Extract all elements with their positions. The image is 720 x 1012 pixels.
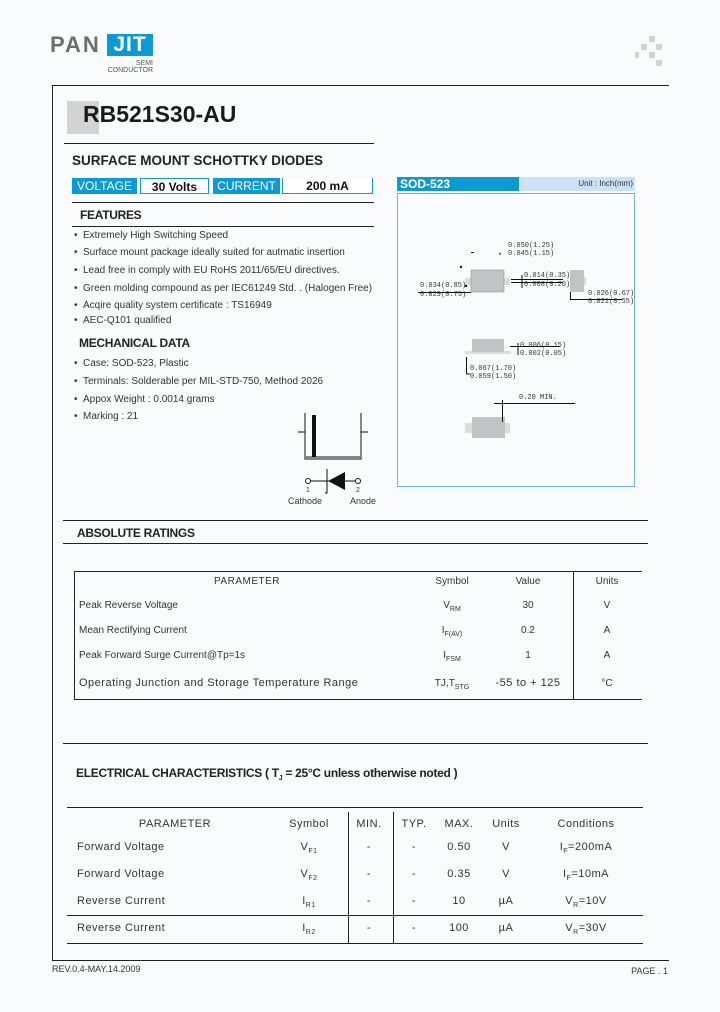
cell-parameter: Mean Rectifying Current xyxy=(79,625,187,636)
table-border xyxy=(393,812,394,943)
cell-symbol: $V_{F2}$ xyxy=(300,868,318,882)
dim-length-max: 0.050(1.25) xyxy=(508,242,555,250)
cell-parameter: Reverse Current xyxy=(77,895,166,907)
page-title: RB521S30-AU xyxy=(83,101,237,127)
cell-units: °C xyxy=(601,678,613,689)
cell-units: µA xyxy=(498,922,514,934)
list-item: • Surface mount package ideally suited for autmatic insertion xyxy=(74,247,345,258)
item-text: Extremely High Switching Speed xyxy=(83,230,229,241)
list-item: • Extremely High Switching Speed xyxy=(74,230,229,241)
pin1-label: 1 xyxy=(306,487,310,494)
cell-units: A xyxy=(603,650,611,661)
list-item: • Acqire quality system certificate : TS16949 xyxy=(74,300,272,311)
package-outline-drawing-icon xyxy=(0,0,720,500)
dim-thick-max: 0.006(0.15) xyxy=(520,342,567,350)
cell-units: µA xyxy=(498,895,514,907)
voltage-label: VOLTAGE xyxy=(72,178,137,194)
pin2-label: 2 xyxy=(356,487,360,494)
item-text: Terminals: Solderable per MIL-STD-750, Method 2026 xyxy=(83,376,324,387)
table-border xyxy=(67,915,643,916)
table-border xyxy=(348,812,349,943)
dim-length-min: 0.045(1.15) xyxy=(508,250,555,258)
cell-min: - xyxy=(366,868,372,880)
dim-pad-min: 0.20 MIN. xyxy=(519,394,557,402)
cell-max: 0.50 xyxy=(447,841,471,853)
cell-parameter: Peak Reverse Voltage xyxy=(79,600,178,611)
cell-parameter: Operating Junction and Storage Temperature Range xyxy=(79,677,359,689)
cell-max: 10 xyxy=(452,895,466,907)
cell-value: 0.2 xyxy=(521,625,535,636)
package-unit: Unit : Inch(mm) xyxy=(519,177,635,191)
dim-width-max: 0.034(0.85) xyxy=(420,282,467,290)
divider xyxy=(63,520,648,521)
list-item: • Terminals: Solderable per MIL-STD-750, Method 2026 xyxy=(74,376,324,387)
cell-symbol: $I_{R2}$ xyxy=(302,922,316,936)
current-label: CURRENT xyxy=(213,178,280,194)
col-parameter: PARAMETER xyxy=(138,818,212,830)
list-item: • Case: SOD-523, Plastic xyxy=(74,358,189,369)
list-item: • Appox Weight : 0.0014 grams xyxy=(74,394,215,405)
dim-total-min: 0.059(1.50) xyxy=(470,373,517,381)
dim-width-min: 0.029(0.75) xyxy=(420,291,467,299)
cell-conditions: $I_F=10mA$ xyxy=(562,868,610,882)
logo-semi: SEMI xyxy=(135,60,153,67)
col-max: MAX. xyxy=(444,818,474,830)
dim-total-max: 0.067(1.70) xyxy=(470,365,517,373)
mechanical-heading: MECHANICAL DATA xyxy=(79,336,190,350)
cell-parameter: Peak Forward Surge Current@Tp=1s xyxy=(79,650,246,661)
item-text: AEC-Q101 qualified xyxy=(83,315,172,326)
item-text: Green molding compound as per IEC61249 Std. . (Halogen Free) xyxy=(83,283,373,294)
item-text: Appox Weight : 0.0014 grams xyxy=(83,394,215,405)
cell-typ: - xyxy=(411,922,417,934)
cathode-label: Cathode xyxy=(288,496,323,506)
cell-min: - xyxy=(366,922,372,934)
table-border xyxy=(74,571,75,700)
col-conditions: Conditions xyxy=(557,818,615,830)
electrical-heading: ELECTRICAL CHARACTERISTICS ( $T_J = 25^\circ C$ unless otherwise noted ) xyxy=(76,766,458,782)
cell-units: V xyxy=(603,600,611,611)
col-units: Units xyxy=(595,576,619,587)
cell-units: A xyxy=(603,625,611,636)
current-value: 200 mA xyxy=(282,178,373,194)
table-border xyxy=(74,571,642,572)
cell-value: -55 to + 125 xyxy=(495,677,561,689)
divider xyxy=(63,543,648,544)
logo-conductor: CONDUCTOR xyxy=(107,67,153,74)
item-text: Acqire quality system certificate : TS16949 xyxy=(83,300,272,311)
divider xyxy=(63,743,648,744)
page-number: PAGE . 1 xyxy=(631,966,668,976)
revision-label: REV.0.4-MAY.14.2009 xyxy=(52,964,141,974)
cell-units: V xyxy=(502,868,510,880)
item-text: Lead free in comply with EU RoHS 2011/65/EU directives. xyxy=(83,265,340,276)
cell-symbol: $TJ,T_{STG}$ xyxy=(434,678,470,691)
col-typ: TYP. xyxy=(401,818,427,830)
cell-symbol: $I_{R1}$ xyxy=(302,895,316,909)
logo-jit: JIT xyxy=(107,34,153,56)
list-item: • Green molding compound as per IEC61249 Std. . (Halogen Free) xyxy=(74,283,373,294)
table-border xyxy=(74,699,642,700)
list-item: • Lead free in comply with EU RoHS 2011/65/EU directives. xyxy=(74,265,340,276)
cell-typ: - xyxy=(411,868,417,880)
item-text: Marking : 21 xyxy=(83,411,139,422)
cell-value: 30 xyxy=(522,600,534,611)
cell-symbol: $V_{RM}$ xyxy=(443,600,461,613)
cell-typ: - xyxy=(411,841,417,853)
item-text: Surface mount package ideally suited for autmatic insertion xyxy=(83,247,345,258)
absolute-ratings-heading: ABSOLUTE RATINGS xyxy=(77,526,195,540)
voltage-value: 30 Volts xyxy=(140,178,209,194)
cell-symbol: $V_{F1}$ xyxy=(300,841,318,855)
cell-parameter: Forward Voltage xyxy=(77,841,165,853)
cell-conditions: $I_F=200mA$ xyxy=(559,841,613,855)
col-min: MIN. xyxy=(356,818,382,830)
cell-parameter: Reverse Current xyxy=(77,922,166,934)
cell-typ: - xyxy=(411,895,417,907)
cell-max: 100 xyxy=(449,922,469,934)
cell-units: V xyxy=(502,841,510,853)
cell-symbol: $I_{FSM}$ xyxy=(443,650,461,663)
cell-min: - xyxy=(366,895,372,907)
dim-height-max: 0.026(0.67) xyxy=(588,290,635,298)
dim-lead-max: 0.014(0.35) xyxy=(524,272,571,280)
list-item: • Marking : 21 xyxy=(74,411,139,422)
cell-conditions: $V_R=10V$ xyxy=(565,895,607,909)
cell-parameter: Forward Voltage xyxy=(77,868,165,880)
package-name: SOD-523 xyxy=(397,177,519,191)
table-border xyxy=(67,807,643,808)
dim-height-min: 0.021(0.55) xyxy=(588,298,635,306)
frame-bottom xyxy=(52,960,669,961)
table-border xyxy=(573,571,574,700)
list-item: • AEC-Q101 qualified xyxy=(74,315,172,326)
col-value: Value xyxy=(515,576,541,587)
col-symbol: Symbol xyxy=(289,818,329,830)
dim-lead-min: 0.008(0.20) xyxy=(524,281,571,289)
dim-thick-min: 0.002(0.05) xyxy=(520,350,567,358)
features-heading: FEATURES xyxy=(80,208,142,222)
anode-label: Anode xyxy=(350,496,377,506)
cell-conditions: $V_R=30V$ xyxy=(565,922,607,936)
col-symbol: Symbol xyxy=(435,576,469,587)
cell-min: - xyxy=(366,841,372,853)
subtitle: SURFACE MOUNT SCHOTTKY DIODES xyxy=(72,153,324,168)
item-text: Case: SOD-523, Plastic xyxy=(83,358,189,369)
col-units: Units xyxy=(492,818,520,830)
logo-pan: PAN xyxy=(50,32,101,57)
cell-symbol: $I_{F(AV)}$ xyxy=(441,625,463,638)
table-border xyxy=(67,943,643,944)
col-parameter: PARAMETER xyxy=(214,576,280,587)
cell-max: 0.35 xyxy=(447,868,471,880)
cell-value: 1 xyxy=(525,650,531,661)
